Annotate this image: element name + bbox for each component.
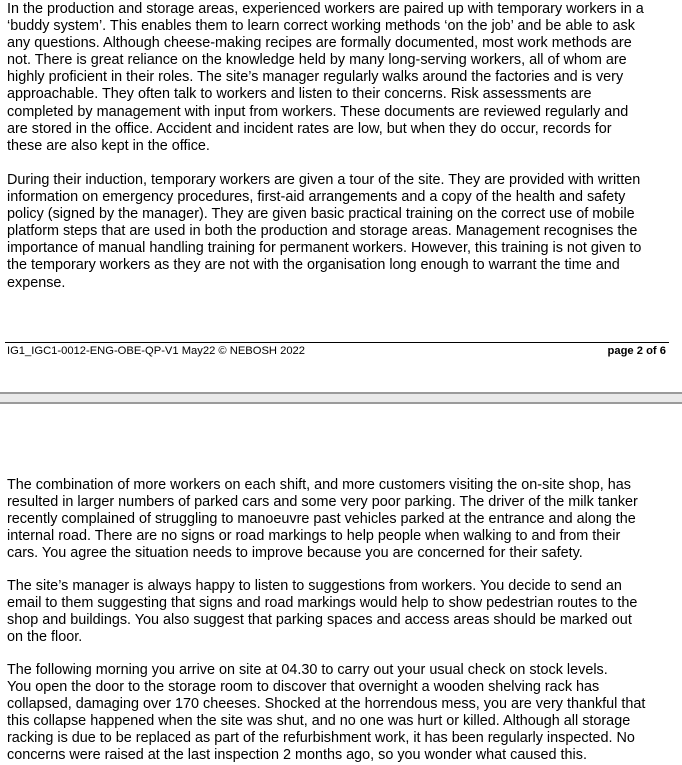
footer-divider <box>5 342 669 343</box>
page-separator <box>0 392 682 404</box>
paragraph-shelving-collapse: The following morning you arrive on site at 04.30 to carry out your usual check on stock levels. You open the door to the storage room to discover that overnight a wooden shelving rack has collapsed, damaging over 170 cheeses. Shocked at the horrendous mess, you are very thankful that this collapse happened when the site was shut, and no one was hurt or killed. Although all storage racking is due to be replaced as part of the refurbishment work, it has been regularly inspected. No concerns were raised at the last inspection 2 months ago, so you wonder what caused this. <box>7 662 646 764</box>
paragraph-suggestions: The site’s manager is always happy to listen to suggestions from workers. You decide to send an email to them suggesting that signs and road markings would help to show pedestrian routes to the shop and buildings. You also suggest that parking spaces and access areas should be marked out on the floor. <box>7 578 638 646</box>
footer-page-number: page 2 of 6 <box>607 345 666 357</box>
paragraph-induction: During their induction, temporary workers are given a tour of the site. They are provided with written information on emergency procedures, first-aid arrangements and a copy of the health and safety policy (signed by the manager). They are given basic practical training on the correct use of mobile platform steps that are used in both the production and storage areas. Management recognises the importance of manual handling training for permanent workers. However, this training is not given to the temporary workers as they are not with the organisation long enough to warrant the time and expense. <box>7 172 642 291</box>
paragraph-buddy-system: In the production and storage areas, experienced workers are paired up with temporary workers in a ‘buddy system’. This enables them to learn correct working methods ‘on the job’ and be able to ask any questions. Although cheese-making recipes are formally documented, most work methods are not. There is great reliance on the knowledge held by many long-serving workers, all of whom are highly proficient in their roles. The site’s manager regularly walks around the factories and is very approachable. They often talk to workers and listen to their concerns. Risk assessments are completed by management with input from workers. These documents are reviewed regularly and are stored in the office. Accident and incident rates are low, but when they do occur, records for these are also kept in the office. <box>7 1 644 154</box>
paragraph-parking: The combination of more workers on each shift, and more customers visiting the on-site shop, has resulted in larger numbers of parked cars and some very poor parking. The driver of the milk tanker recently complained of struggling to manoeuvre past vehicles parked at the entrance and along the internal road. There are no signs or road markings to help people when walking to and from their cars. You agree the situation needs to improve because you are concerned for their safety. <box>7 477 638 562</box>
footer-reference: IG1_IGC1-0012-ENG-OBE-QP-V1 May22 © NEBOSH 2022 <box>7 345 305 357</box>
document-page-3 <box>0 404 682 764</box>
